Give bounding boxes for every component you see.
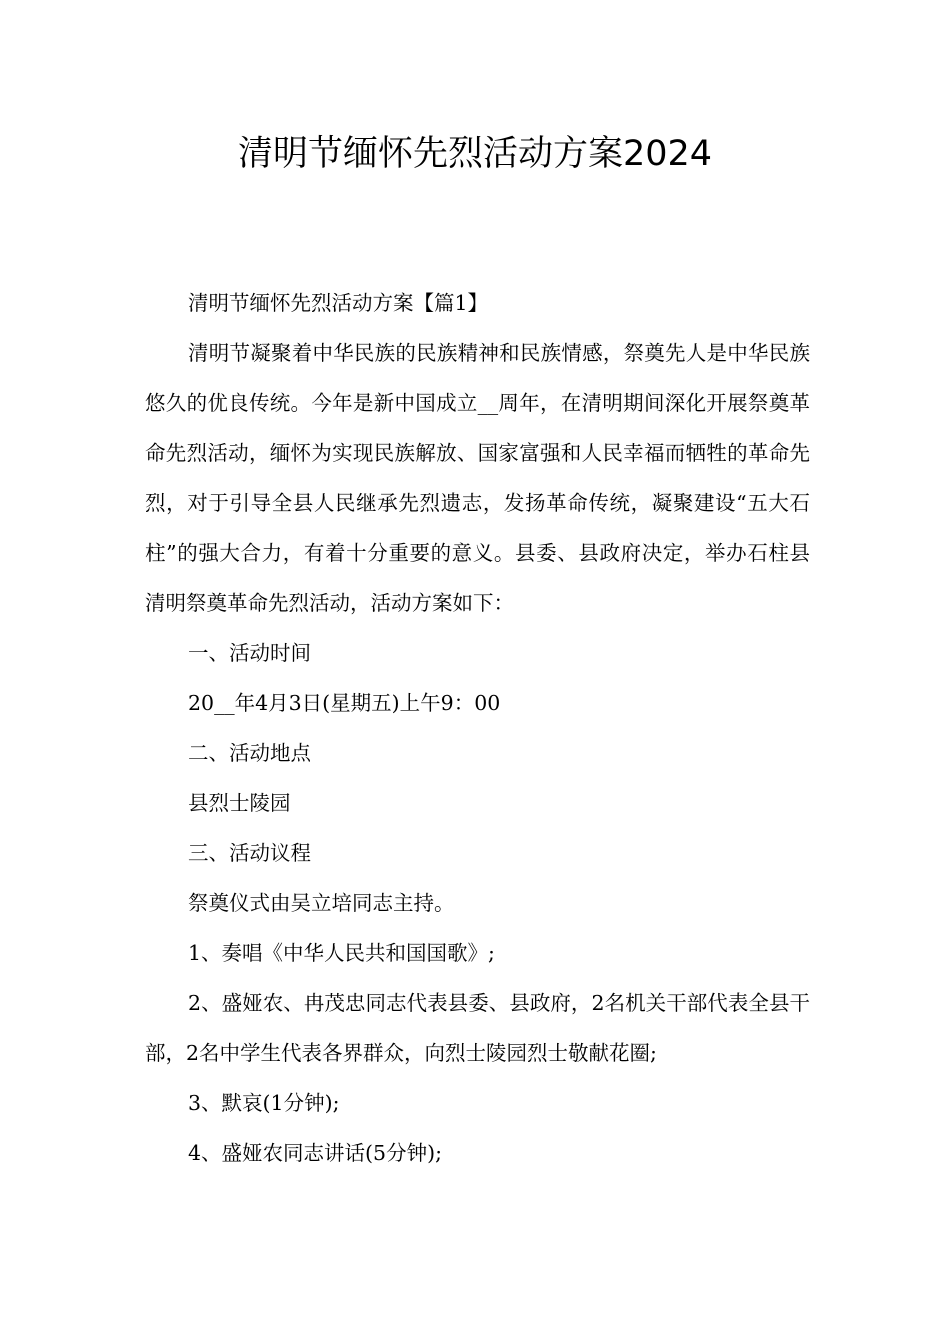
agenda-host: 祭奠仪式由吴立培同志主持。 — [188, 891, 455, 915]
intro-paragraph: 清明节凝聚着中华民族的民族精神和民族情感，祭奠先人是中华民族悠久的优良传统。今年是新中国成立__周年，在清明期间深化开展祭奠革命先烈活动，缅怀为实现民族解放、国家富强和人民幸福而牺牲的革命先烈，对于引导全县人民继承先烈遗志，发扬革命传统，凝聚建设“五大石柱”的强大合力，有着十分重要的意义。县委、县政府决定，举办石柱县清明祭奠革命先烈活动，活动方案如下： — [145, 341, 810, 615]
agenda-item-3: 3、默哀(1分钟); — [188, 1091, 340, 1115]
activity-time: 20__年4月3日(星期五)上午9：00 — [188, 691, 501, 715]
activity-location: 县烈士陵园 — [188, 791, 291, 815]
document-body — [145, 278, 810, 1178]
section-heading: 清明节缅怀先烈活动方案【篇1】 — [188, 291, 489, 315]
heading-activity-time: 一、活动时间 — [188, 641, 311, 665]
heading-activity-agenda: 三、活动议程 — [188, 841, 311, 865]
agenda-item-4: 4、盛娅农同志讲话(5分钟); — [188, 1141, 442, 1165]
agenda-item-2: 2、盛娅农、冉茂忠同志代表县委、县政府，2名机关干部代表全县干部，2名中学生代表各界群众，向烈士陵园烈士敬献花圈; — [145, 991, 810, 1065]
heading-activity-location: 二、活动地点 — [188, 741, 311, 765]
document-title: 清明节缅怀先烈活动方案2024 — [237, 134, 713, 174]
agenda-item-1: 1、奏唱《中华人民共和国国歌》; — [188, 941, 495, 965]
